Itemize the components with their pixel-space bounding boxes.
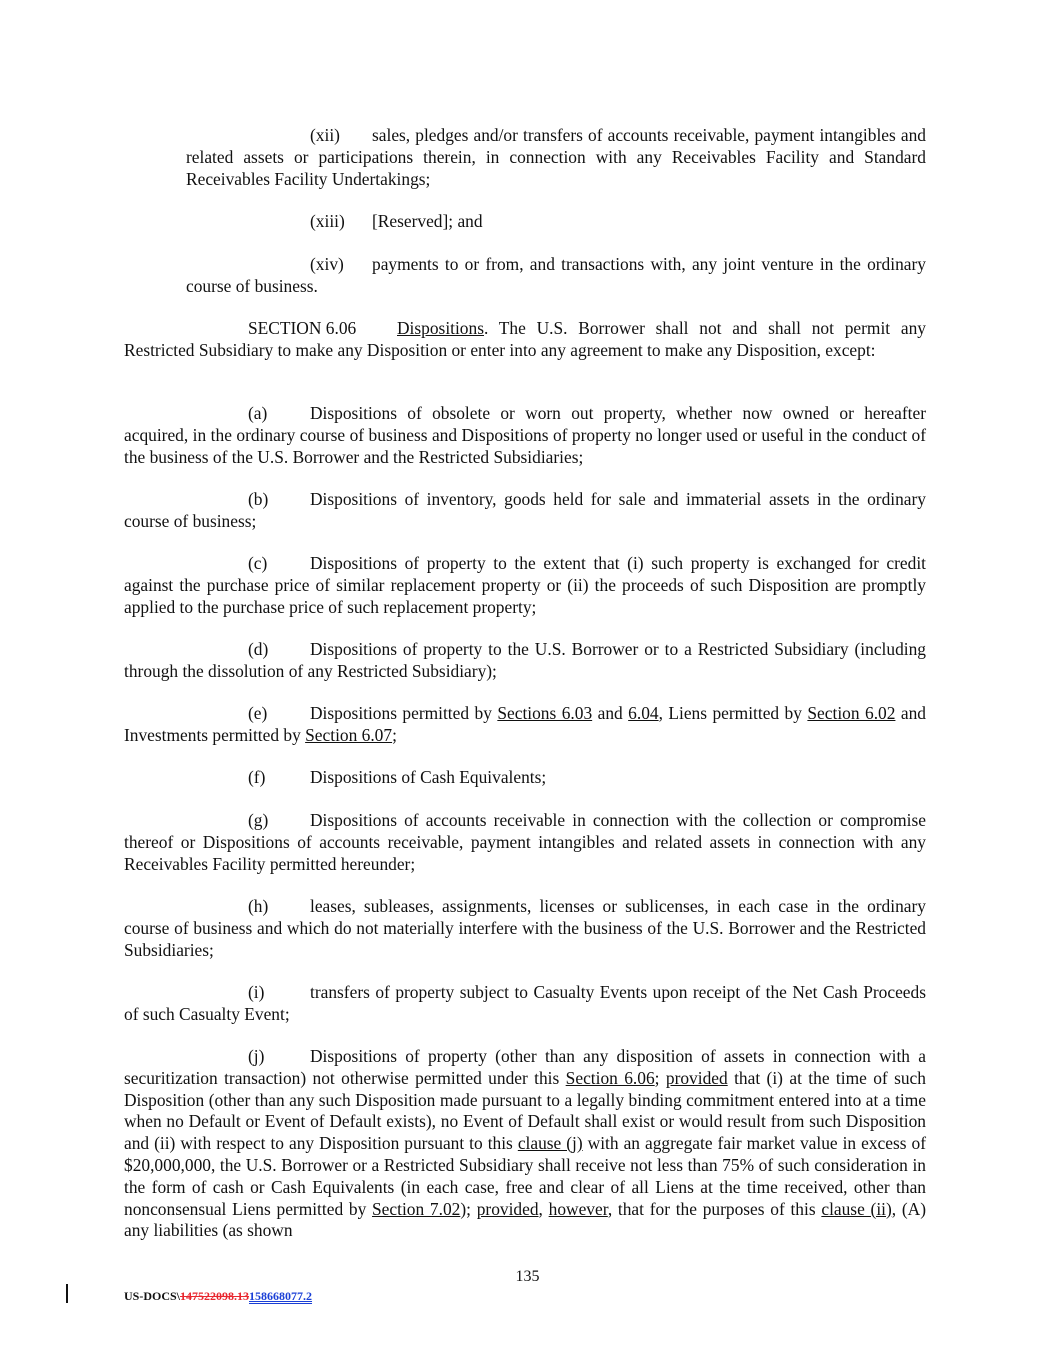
clause-number: (i) [248,982,265,1002]
item-number: (xii) [310,125,340,145]
clause-reference-link[interactable]: clause (ii) [821,1198,892,1219]
clause-text: , [538,1198,549,1219]
item-number: (xiv) [310,254,344,274]
section-reference-link[interactable]: 6.04 [628,703,659,723]
clause-number: (d) [248,639,269,659]
defined-term: provided [476,1198,539,1219]
item-text: payments to or from, and transactions with, any joint venture in the ordinary course of business. [186,254,926,296]
clause-h [124,896,926,961]
item-text: [Reserved]; and [372,211,483,231]
clause-text: transfers of property subject to Casualty Events upon receipt of the Net Cash Proceeds of such Casualty Event; [124,982,926,1024]
section-text: . The U.S. Borrower shall not and shall not permit any Restricted Subsidiary to make any Disposition or enter into any agreement to make any Disposition, except: [124,318,926,360]
document-footer-id [124,1289,312,1304]
revision-change-bar [66,1284,68,1303]
clause-j [124,1046,926,1242]
clause-number: (f) [248,767,266,787]
defined-term: provided [665,1067,728,1088]
footer-deleted-id: 147522098.13 [180,1289,250,1303]
clause-c [124,553,926,618]
section-reference-link[interactable]: Section 6.02 [807,703,896,723]
item-number: (xiii) [310,211,345,231]
section-label: SECTION 6.06 [248,318,357,338]
footer-inserted-id: 158668077.2 [249,1289,313,1303]
clause-g [124,810,926,875]
item-xii [186,125,926,190]
clause-text: Dispositions of Cash Equivalents; [310,767,547,787]
clause-reference-link[interactable]: clause (j) [517,1133,583,1154]
clause-text: and Investments permitted by [124,703,926,745]
clause-d [124,639,926,683]
clause-text: Dispositions of property to the U.S. Borrower or to a Restricted Subsidiary (including through the dissolution of any Restricted Subsidiary); [124,639,926,681]
clause-f [124,767,926,789]
clause-text: , (A) any liabilities (as shown [124,1198,927,1241]
clause-a [124,403,926,468]
clause-text: ); [460,1198,477,1219]
section-reference-link[interactable]: Section 6.07 [305,724,393,745]
clause-text: with an aggregate fair market value in excess of $20,000,000, the U.S. Borrower or a Restricted Subsidiary shall receive not less than 75% of such consideration in the form of cash or Cash Equivalents (in each case, free and clear of all Liens at the time received, other than nonconsensual Liens permitted by [124,1133,926,1219]
clause-number: (j) [248,1046,265,1066]
clause-text: , that for the purposes of this [607,1198,822,1219]
clause-text: leases, subleases, assignments, licenses or sublicenses, in each case in the ordinary course of business and which do not materially interfere with the business of the U.S. Borrower and the Restricted Subsidiaries; [124,896,926,960]
page-number: 135 [515,1268,540,1285]
clause-text: Dispositions of obsolete or worn out property, whether now owned or hereafter acquired, in the ordinary course of business and Dispositions of property no longer used or useful in the conduct of the business of the U.S. Borrower and the Restricted Subsidiaries; [124,403,926,467]
footer-prefix: US-DOCS\ [124,1289,181,1303]
clause-text: and [592,703,629,723]
clause-text: Dispositions of property to the extent that (i) such property is exchanged for credit against the purchase price of similar replacement property or (ii) the proceeds of such Disposition are promptly applied to the purchase price of such replacement property; [124,553,926,617]
section-6-06 [124,318,926,362]
clause-number: (h) [248,896,269,916]
clause-i [124,982,926,1026]
clause-text: ; [654,1067,666,1088]
clause-text: , Liens permitted by [658,703,808,723]
clause-b [124,489,926,533]
clause-number: (g) [248,810,269,830]
section-reference-link[interactable]: Sections 6.03 [497,703,593,723]
clause-number: (b) [248,489,269,509]
item-xiii [186,211,926,233]
clause-number: (a) [248,403,268,423]
clause-text: Dispositions of property (other than any disposition of assets in connection with a securitization transaction) not otherwise permitted under this [124,1046,926,1088]
clause-number: (c) [248,553,268,573]
section-reference-link[interactable]: Section 7.02 [372,1198,461,1219]
defined-term: however [548,1198,608,1219]
section-reference-link[interactable]: Section 6.06 [565,1067,655,1088]
clause-e [124,703,926,747]
item-xiv [186,254,926,298]
clause-number: (e) [248,703,268,723]
clause-text: Dispositions permitted by [310,703,498,723]
clause-text: Dispositions of accounts receivable in connection with the collection or compromise thereof or Dispositions of accounts receivable, payment intangibles and related assets in connection with any Receivables Facility permitted hereunder; [124,810,926,874]
clause-text: that (i) at the time of such Disposition (other than any such Disposition made pursuant to a legally binding commitment entered into at a time when no Default or Event of Default exists), no Event of Default shall exist or would result from such Disposition and (ii) with respect to any Disposition pursuant to this [124,1067,926,1154]
clause-text: Dispositions of inventory, goods held for sale and immaterial assets in the ordinary course of business; [124,489,926,531]
section-title: Dispositions [397,318,484,338]
clause-text: ; [392,724,397,745]
item-text: sales, pledges and/or transfers of accounts receivable, payment intangibles and related assets or participations therein, in connection with any Receivables Facility and Standard Receivables Facility Undertakings; [186,125,926,189]
